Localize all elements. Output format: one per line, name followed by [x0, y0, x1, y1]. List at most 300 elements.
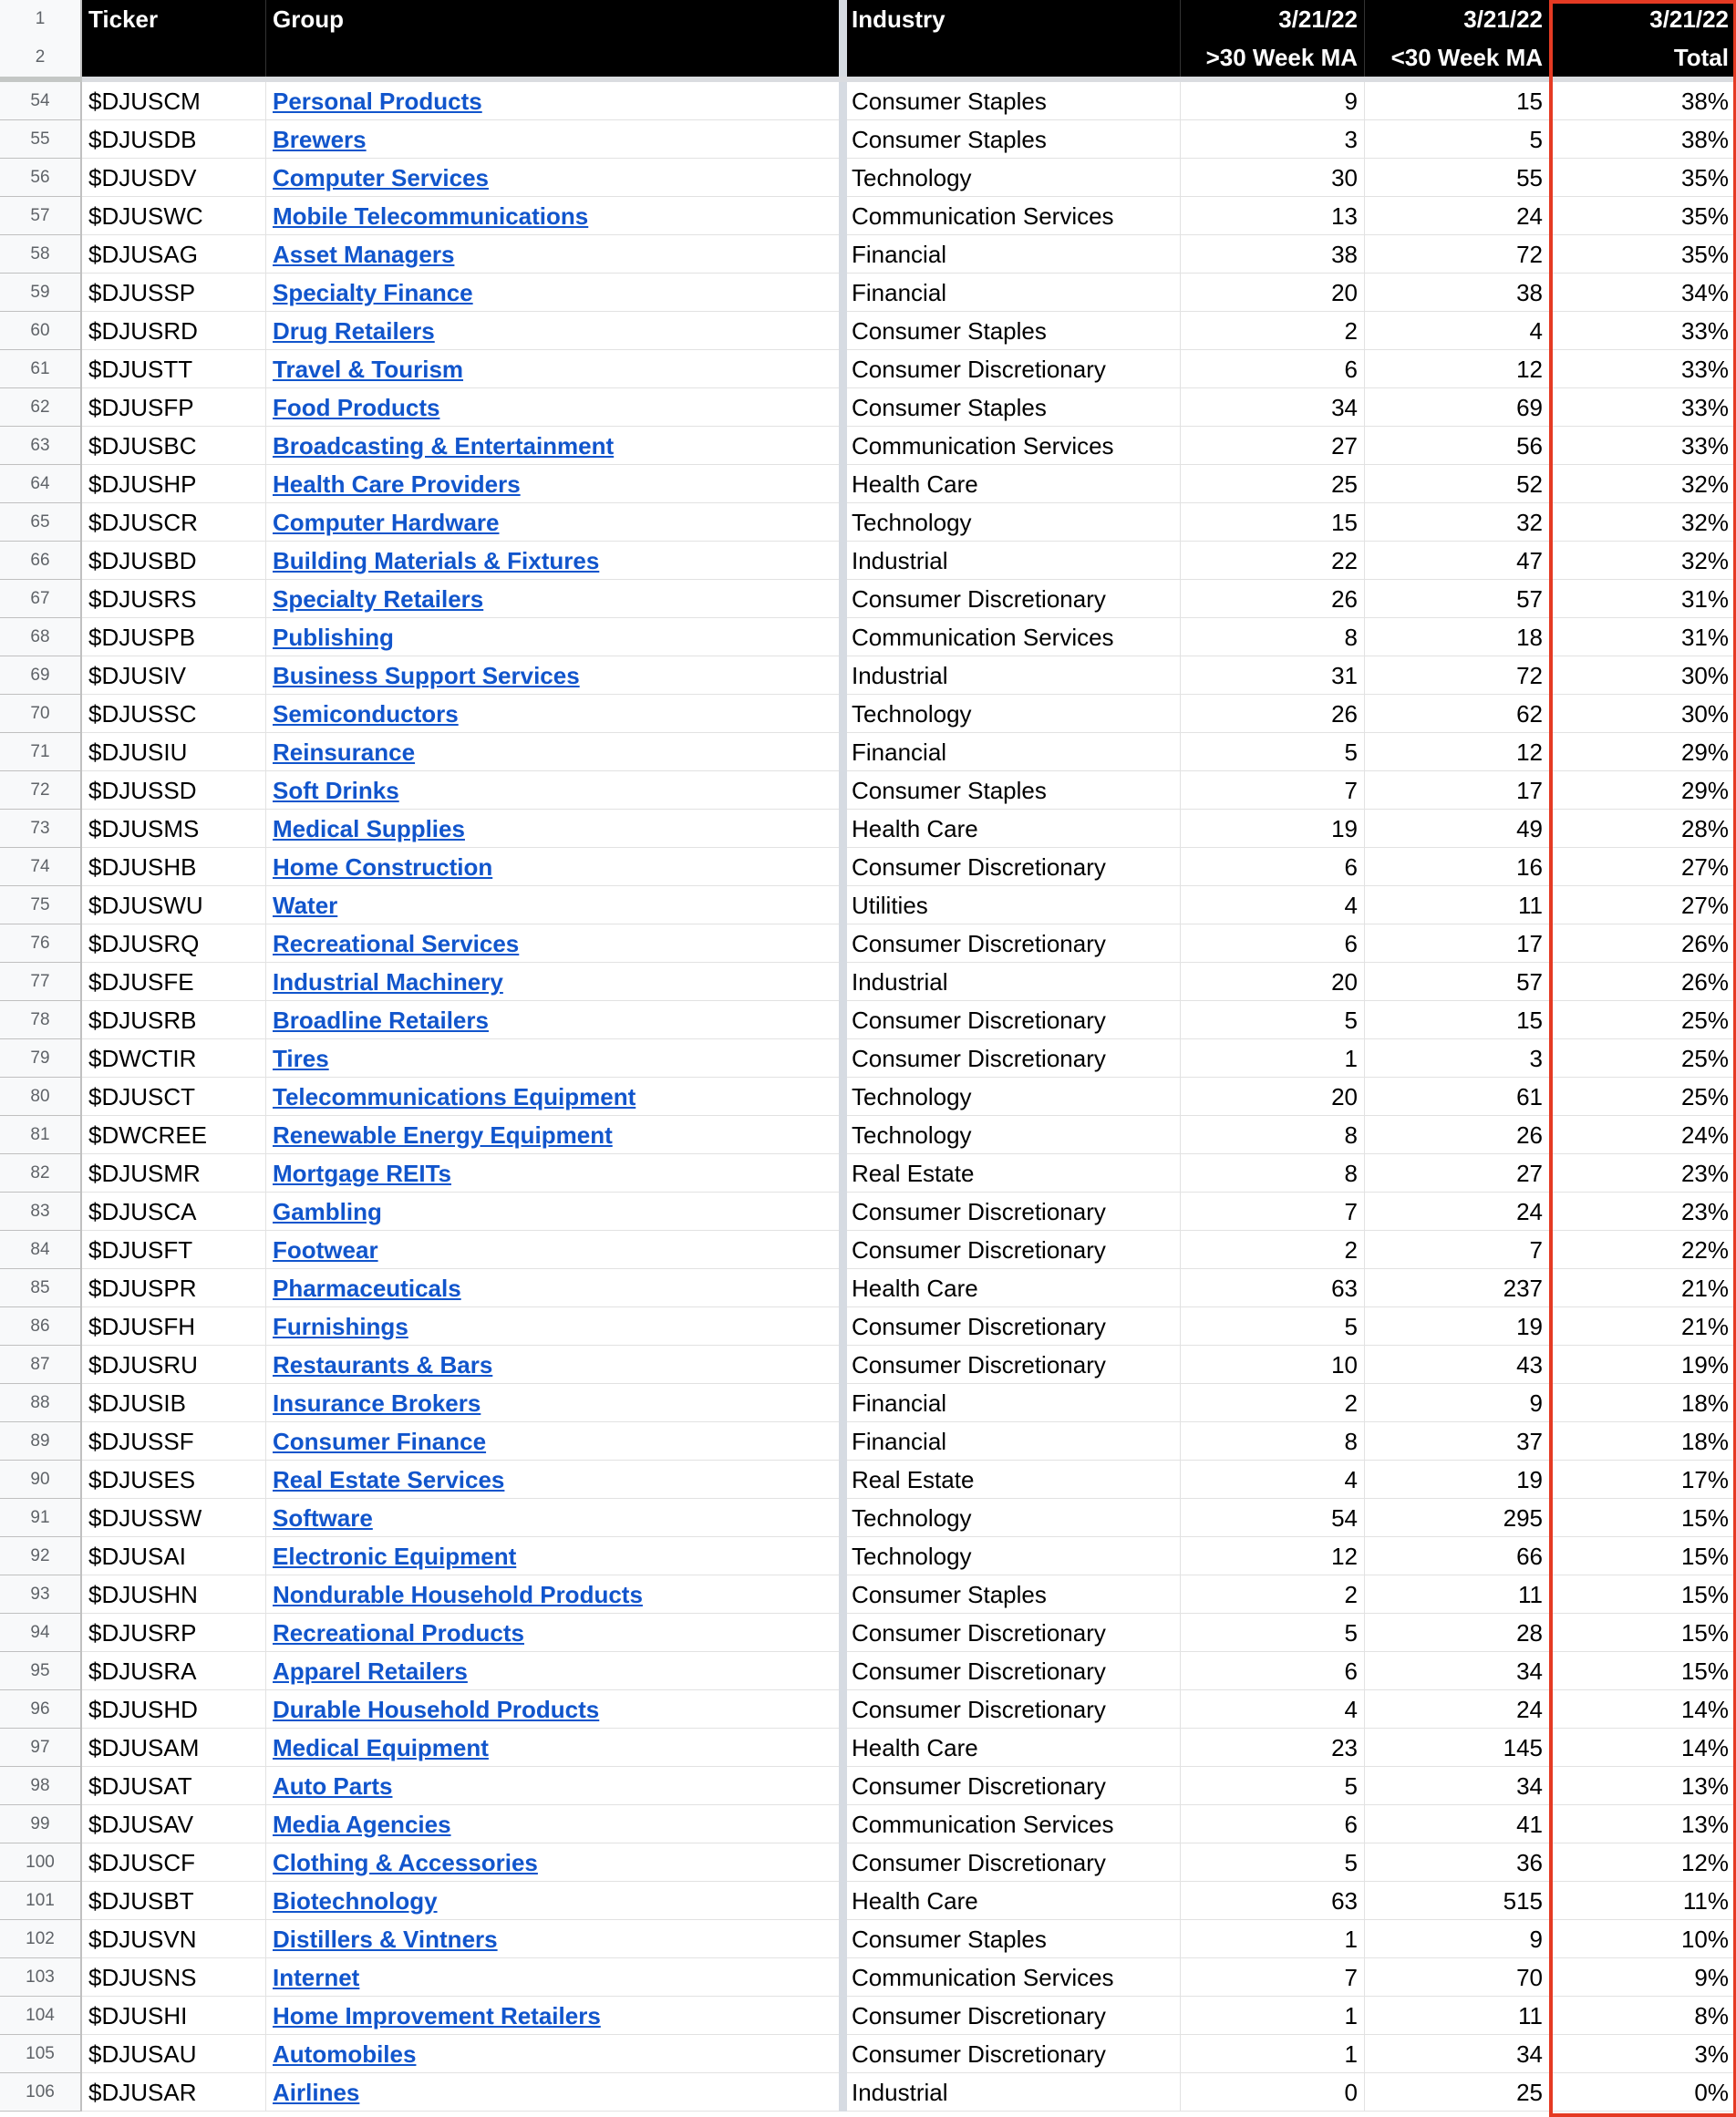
total-pct-cell[interactable]: 25% [1551, 1078, 1735, 1116]
industry-cell[interactable]: Consumer Discretionary [847, 350, 1181, 388]
group-cell[interactable] [266, 542, 839, 580]
below-30wk-ma-cell[interactable]: 237 [1365, 1269, 1549, 1307]
group-link[interactable]: Home Construction [273, 853, 493, 881]
below-30wk-ma-cell[interactable]: 55 [1365, 159, 1549, 197]
row-number[interactable]: 95 [0, 1652, 82, 1690]
below-30wk-ma-cell[interactable]: 16 [1365, 848, 1549, 886]
above-30wk-ma-cell[interactable]: 1 [1181, 1920, 1365, 1958]
below-30wk-ma-cell[interactable]: 25 [1365, 2073, 1549, 2112]
industry-cell[interactable]: Consumer Discretionary [847, 924, 1181, 963]
ticker-cell[interactable]: $DJUSES [82, 1461, 266, 1499]
row-number[interactable]: 69 [0, 656, 82, 695]
group-link[interactable]: Drug Retailers [273, 317, 435, 345]
group-link[interactable]: Brewers [273, 126, 367, 153]
below-30wk-ma-cell[interactable]: 49 [1365, 810, 1549, 848]
industry-cell[interactable]: Communication Services [847, 618, 1181, 656]
row-number[interactable]: 81 [0, 1116, 82, 1154]
total-pct-cell[interactable]: 9% [1551, 1958, 1735, 1997]
group-link[interactable]: Clothing & Accessories [273, 1849, 538, 1876]
row-number[interactable]: 96 [0, 1690, 82, 1729]
group-cell[interactable] [266, 886, 839, 924]
group-link[interactable]: Auto Parts [273, 1772, 393, 1800]
below-30wk-ma-cell[interactable]: 3 [1365, 1039, 1549, 1078]
group-cell[interactable] [266, 350, 839, 388]
below-30wk-ma-cell[interactable]: 15 [1365, 1001, 1549, 1039]
total-pct-cell[interactable]: 12% [1551, 1843, 1735, 1882]
above-30wk-ma-cell[interactable]: 20 [1181, 963, 1365, 1001]
above-30wk-ma-cell[interactable]: 2 [1181, 1231, 1365, 1269]
below-30wk-ma-cell[interactable]: 145 [1365, 1729, 1549, 1767]
group-link[interactable]: Nondurable Household Products [273, 1581, 643, 1608]
row-number[interactable]: 1 [0, 0, 82, 38]
ticker-cell[interactable]: $DJUSCF [82, 1843, 266, 1882]
row-number[interactable]: 54 [0, 82, 82, 120]
group-cell[interactable] [266, 388, 839, 427]
header-industry[interactable]: Industry [847, 0, 1181, 38]
row-number[interactable]: 97 [0, 1729, 82, 1767]
row-number[interactable]: 72 [0, 771, 82, 810]
ticker-cell[interactable]: $DJUSFH [82, 1307, 266, 1346]
above-30wk-ma-cell[interactable]: 30 [1181, 159, 1365, 197]
total-pct-cell[interactable]: 30% [1551, 695, 1735, 733]
total-pct-cell[interactable]: 38% [1551, 120, 1735, 159]
group-link[interactable]: Renewable Energy Equipment [273, 1121, 613, 1149]
ticker-cell[interactable]: $DJUSTT [82, 350, 266, 388]
group-cell[interactable] [266, 1537, 839, 1575]
row-number[interactable]: 67 [0, 580, 82, 618]
group-link[interactable]: Automobiles [273, 2040, 417, 2068]
row-number[interactable]: 91 [0, 1499, 82, 1537]
below-30wk-ma-cell[interactable]: 34 [1365, 2035, 1549, 2073]
total-pct-cell[interactable]: 10% [1551, 1920, 1735, 1958]
group-link[interactable]: Travel & Tourism [273, 356, 464, 383]
above-30wk-ma-cell[interactable]: 5 [1181, 1001, 1365, 1039]
group-link[interactable]: Software [273, 1504, 373, 1532]
total-pct-cell[interactable]: 31% [1551, 580, 1735, 618]
total-pct-cell[interactable]: 27% [1551, 886, 1735, 924]
below-30wk-ma-cell[interactable]: 7 [1365, 1231, 1549, 1269]
industry-cell[interactable]: Consumer Discretionary [847, 580, 1181, 618]
row-number[interactable]: 98 [0, 1767, 82, 1805]
above-30wk-ma-cell[interactable]: 26 [1181, 580, 1365, 618]
ticker-cell[interactable]: $DJUSSD [82, 771, 266, 810]
industry-cell[interactable]: Consumer Staples [847, 312, 1181, 350]
group-cell[interactable] [266, 1384, 839, 1422]
header-ticker[interactable]: Ticker [82, 0, 266, 38]
ticker-cell[interactable]: $DJUSPR [82, 1269, 266, 1307]
above-30wk-ma-cell[interactable]: 54 [1181, 1499, 1365, 1537]
below-30wk-ma-cell[interactable]: 24 [1365, 1690, 1549, 1729]
ticker-cell[interactable]: $DJUSBC [82, 427, 266, 465]
group-cell[interactable] [266, 1575, 839, 1614]
total-pct-cell[interactable]: 14% [1551, 1729, 1735, 1767]
group-link[interactable]: Medical Equipment [273, 1734, 489, 1761]
above-30wk-ma-cell[interactable]: 31 [1181, 656, 1365, 695]
ticker-cell[interactable]: $DJUSAV [82, 1805, 266, 1843]
industry-cell[interactable]: Technology [847, 503, 1181, 542]
total-pct-cell[interactable]: 13% [1551, 1805, 1735, 1843]
above-30wk-ma-cell[interactable]: 38 [1181, 235, 1365, 274]
group-cell[interactable] [266, 656, 839, 695]
row-number[interactable]: 2 [0, 38, 82, 77]
group-cell[interactable] [266, 924, 839, 963]
group-link[interactable]: Soft Drinks [273, 777, 399, 804]
ticker-cell[interactable]: $DJUSAI [82, 1537, 266, 1575]
group-link[interactable]: Building Materials & Fixtures [273, 547, 600, 574]
industry-cell[interactable]: Consumer Discretionary [847, 1652, 1181, 1690]
ticker-cell[interactable]: $DJUSBD [82, 542, 266, 580]
group-link[interactable]: Pharmaceuticals [273, 1275, 461, 1302]
above-30wk-ma-cell[interactable]: 10 [1181, 1346, 1365, 1384]
row-number[interactable]: 104 [0, 1997, 82, 2035]
ticker-cell[interactable]: $DJUSRS [82, 580, 266, 618]
ticker-cell[interactable]: $DJUSAR [82, 2073, 266, 2112]
above-30wk-ma-cell[interactable]: 5 [1181, 733, 1365, 771]
ticker-cell[interactable]: $DJUSFP [82, 388, 266, 427]
total-pct-cell[interactable]: 11% [1551, 1882, 1735, 1920]
group-cell[interactable] [266, 1690, 839, 1729]
industry-cell[interactable]: Industrial [847, 963, 1181, 1001]
below-30wk-ma-cell[interactable]: 24 [1365, 1193, 1549, 1231]
industry-cell[interactable]: Health Care [847, 810, 1181, 848]
row-number[interactable]: 94 [0, 1614, 82, 1652]
row-number[interactable]: 56 [0, 159, 82, 197]
row-number[interactable]: 73 [0, 810, 82, 848]
ticker-cell[interactable]: $DJUSSW [82, 1499, 266, 1537]
ticker-cell[interactable]: $DJUSBT [82, 1882, 266, 1920]
header-total[interactable]: Total [1551, 38, 1735, 77]
industry-cell[interactable]: Health Care [847, 1269, 1181, 1307]
industry-cell[interactable]: Real Estate [847, 1461, 1181, 1499]
ticker-cell[interactable]: $DJUSRD [82, 312, 266, 350]
group-link[interactable]: Water [273, 892, 338, 919]
row-number[interactable]: 80 [0, 1078, 82, 1116]
group-cell[interactable] [266, 1039, 839, 1078]
industry-cell[interactable]: Industrial [847, 656, 1181, 695]
above-30wk-ma-cell[interactable]: 15 [1181, 503, 1365, 542]
above-30wk-ma-cell[interactable]: 6 [1181, 1652, 1365, 1690]
above-30wk-ma-cell[interactable]: 13 [1181, 197, 1365, 235]
above-30wk-ma-cell[interactable]: 9 [1181, 82, 1365, 120]
total-pct-cell[interactable]: 23% [1551, 1154, 1735, 1193]
industry-cell[interactable]: Real Estate [847, 1154, 1181, 1193]
ticker-cell[interactable]: $DJUSSF [82, 1422, 266, 1461]
group-cell[interactable] [266, 197, 839, 235]
ticker-cell[interactable]: $DJUSIU [82, 733, 266, 771]
total-pct-cell[interactable]: 38% [1551, 82, 1735, 120]
above-30wk-ma-cell[interactable]: 63 [1181, 1269, 1365, 1307]
row-number[interactable]: 77 [0, 963, 82, 1001]
above-30wk-ma-cell[interactable]: 8 [1181, 1422, 1365, 1461]
header-above-date[interactable]: 3/21/22 [1181, 0, 1365, 38]
row-number[interactable]: 89 [0, 1422, 82, 1461]
below-30wk-ma-cell[interactable]: 70 [1365, 1958, 1549, 1997]
row-number[interactable]: 85 [0, 1269, 82, 1307]
below-30wk-ma-cell[interactable]: 34 [1365, 1767, 1549, 1805]
industry-cell[interactable]: Consumer Discretionary [847, 1231, 1181, 1269]
industry-cell[interactable]: Health Care [847, 1882, 1181, 1920]
group-cell[interactable] [266, 1116, 839, 1154]
industry-cell[interactable]: Consumer Discretionary [847, 1001, 1181, 1039]
ticker-cell[interactable]: $DWCTIR [82, 1039, 266, 1078]
group-link[interactable]: Gambling [273, 1198, 382, 1225]
group-cell[interactable] [266, 1461, 839, 1499]
total-pct-cell[interactable]: 27% [1551, 848, 1735, 886]
industry-cell[interactable]: Consumer Discretionary [847, 1767, 1181, 1805]
group-link[interactable]: Specialty Finance [273, 279, 473, 306]
row-number[interactable]: 88 [0, 1384, 82, 1422]
total-pct-cell[interactable]: 30% [1551, 656, 1735, 695]
below-30wk-ma-cell[interactable]: 19 [1365, 1307, 1549, 1346]
industry-cell[interactable]: Communication Services [847, 1805, 1181, 1843]
industry-cell[interactable]: Industrial [847, 542, 1181, 580]
group-link[interactable]: Apparel Retailers [273, 1657, 468, 1685]
below-30wk-ma-cell[interactable]: 11 [1365, 886, 1549, 924]
row-number[interactable]: 102 [0, 1920, 82, 1958]
total-pct-cell[interactable]: 15% [1551, 1499, 1735, 1537]
group-link[interactable]: Specialty Retailers [273, 585, 484, 613]
ticker-cell[interactable]: $DJUSRA [82, 1652, 266, 1690]
industry-cell[interactable]: Consumer Staples [847, 82, 1181, 120]
group-cell[interactable] [266, 2073, 839, 2112]
total-pct-cell[interactable]: 33% [1551, 388, 1735, 427]
industry-cell[interactable]: Financial [847, 235, 1181, 274]
ticker-cell[interactable]: $DJUSAU [82, 2035, 266, 2073]
group-cell[interactable] [266, 235, 839, 274]
industry-cell[interactable]: Consumer Discretionary [847, 2035, 1181, 2073]
ticker-cell[interactable]: $DJUSCM [82, 82, 266, 120]
below-30wk-ma-cell[interactable]: 17 [1365, 771, 1549, 810]
group-cell[interactable] [266, 1805, 839, 1843]
above-30wk-ma-cell[interactable]: 6 [1181, 848, 1365, 886]
below-30wk-ma-cell[interactable]: 57 [1365, 580, 1549, 618]
ticker-cell[interactable]: $DJUSWU [82, 886, 266, 924]
ticker-cell[interactable]: $DJUSMS [82, 810, 266, 848]
group-cell[interactable] [266, 1422, 839, 1461]
industry-cell[interactable]: Health Care [847, 1729, 1181, 1767]
row-number[interactable]: 74 [0, 848, 82, 886]
row-number[interactable]: 70 [0, 695, 82, 733]
row-number[interactable]: 106 [0, 2073, 82, 2112]
row-number[interactable]: 103 [0, 1958, 82, 1997]
total-pct-cell[interactable]: 21% [1551, 1307, 1735, 1346]
total-pct-cell[interactable]: 18% [1551, 1422, 1735, 1461]
row-number[interactable]: 58 [0, 235, 82, 274]
total-pct-cell[interactable]: 21% [1551, 1269, 1735, 1307]
below-30wk-ma-cell[interactable]: 47 [1365, 542, 1549, 580]
group-link[interactable]: Real Estate Services [273, 1466, 505, 1493]
group-cell[interactable] [266, 1997, 839, 2035]
ticker-cell[interactable]: $DJUSSP [82, 274, 266, 312]
ticker-cell[interactable]: $DJUSMR [82, 1154, 266, 1193]
header-below-date[interactable]: 3/21/22 [1365, 0, 1549, 38]
group-cell[interactable] [266, 1920, 839, 1958]
row-number[interactable]: 61 [0, 350, 82, 388]
total-pct-cell[interactable]: 22% [1551, 1231, 1735, 1269]
below-30wk-ma-cell[interactable]: 32 [1365, 503, 1549, 542]
row-number[interactable]: 59 [0, 274, 82, 312]
row-number[interactable]: 66 [0, 542, 82, 580]
group-cell[interactable] [266, 1001, 839, 1039]
header-ticker-blank[interactable] [82, 38, 266, 77]
group-link[interactable]: Health Care Providers [273, 470, 521, 498]
total-pct-cell[interactable]: 17% [1551, 1461, 1735, 1499]
below-30wk-ma-cell[interactable]: 62 [1365, 695, 1549, 733]
group-cell[interactable] [266, 1614, 839, 1652]
total-pct-cell[interactable]: 31% [1551, 618, 1735, 656]
total-pct-cell[interactable]: 33% [1551, 350, 1735, 388]
group-link[interactable]: Business Support Services [273, 662, 580, 689]
ticker-cell[interactable]: $DJUSCT [82, 1078, 266, 1116]
above-30wk-ma-cell[interactable]: 6 [1181, 1805, 1365, 1843]
below-30wk-ma-cell[interactable]: 26 [1365, 1116, 1549, 1154]
group-link[interactable]: Durable Household Products [273, 1696, 600, 1723]
above-30wk-ma-cell[interactable]: 1 [1181, 1039, 1365, 1078]
industry-cell[interactable]: Industrial [847, 2073, 1181, 2112]
below-30wk-ma-cell[interactable]: 28 [1365, 1614, 1549, 1652]
group-cell[interactable] [266, 1269, 839, 1307]
group-cell[interactable] [266, 1652, 839, 1690]
above-30wk-ma-cell[interactable]: 27 [1181, 427, 1365, 465]
industry-cell[interactable]: Technology [847, 1537, 1181, 1575]
group-link[interactable]: Mortgage REITs [273, 1160, 451, 1187]
below-30wk-ma-cell[interactable]: 18 [1365, 618, 1549, 656]
total-pct-cell[interactable]: 8% [1551, 1997, 1735, 2035]
industry-cell[interactable]: Technology [847, 1078, 1181, 1116]
group-link[interactable]: Restaurants & Bars [273, 1351, 493, 1379]
group-link[interactable]: Footwear [273, 1236, 378, 1264]
below-30wk-ma-cell[interactable]: 24 [1365, 197, 1549, 235]
industry-cell[interactable]: Consumer Discretionary [847, 1614, 1181, 1652]
group-cell[interactable] [266, 465, 839, 503]
above-30wk-ma-cell[interactable]: 7 [1181, 1193, 1365, 1231]
industry-cell[interactable]: Technology [847, 159, 1181, 197]
above-30wk-ma-cell[interactable]: 1 [1181, 2035, 1365, 2073]
ticker-cell[interactable]: $DJUSAM [82, 1729, 266, 1767]
group-link[interactable]: Airlines [273, 2079, 360, 2106]
above-30wk-ma-cell[interactable]: 6 [1181, 924, 1365, 963]
row-number[interactable]: 105 [0, 2035, 82, 2073]
group-cell[interactable] [266, 2035, 839, 2073]
total-pct-cell[interactable]: 25% [1551, 1039, 1735, 1078]
total-pct-cell[interactable]: 32% [1551, 503, 1735, 542]
group-cell[interactable] [266, 1154, 839, 1193]
below-30wk-ma-cell[interactable]: 41 [1365, 1805, 1549, 1843]
group-link[interactable]: Personal Products [273, 88, 482, 115]
total-pct-cell[interactable]: 33% [1551, 427, 1735, 465]
row-number[interactable]: 76 [0, 924, 82, 963]
total-pct-cell[interactable]: 32% [1551, 465, 1735, 503]
below-30wk-ma-cell[interactable]: 38 [1365, 274, 1549, 312]
group-link[interactable]: Computer Hardware [273, 509, 500, 536]
group-cell[interactable] [266, 1882, 839, 1920]
below-30wk-ma-cell[interactable]: 34 [1365, 1652, 1549, 1690]
header-total-date[interactable]: 3/21/22 [1551, 0, 1735, 38]
above-30wk-ma-cell[interactable]: 25 [1181, 465, 1365, 503]
below-30wk-ma-cell[interactable]: 72 [1365, 656, 1549, 695]
row-number[interactable]: 78 [0, 1001, 82, 1039]
ticker-cell[interactable]: $DJUSCA [82, 1193, 266, 1231]
group-link[interactable]: Furnishings [273, 1313, 408, 1340]
group-cell[interactable] [266, 1729, 839, 1767]
total-pct-cell[interactable]: 35% [1551, 235, 1735, 274]
group-link[interactable]: Broadline Retailers [273, 1007, 489, 1034]
total-pct-cell[interactable]: 32% [1551, 542, 1735, 580]
industry-cell[interactable]: Financial [847, 733, 1181, 771]
total-pct-cell[interactable]: 14% [1551, 1690, 1735, 1729]
total-pct-cell[interactable]: 35% [1551, 197, 1735, 235]
above-30wk-ma-cell[interactable]: 5 [1181, 1767, 1365, 1805]
total-pct-cell[interactable]: 26% [1551, 924, 1735, 963]
group-cell[interactable] [266, 1843, 839, 1882]
row-number[interactable]: 92 [0, 1537, 82, 1575]
total-pct-cell[interactable]: 24% [1551, 1116, 1735, 1154]
below-30wk-ma-cell[interactable]: 9 [1365, 1384, 1549, 1422]
above-30wk-ma-cell[interactable]: 4 [1181, 1461, 1365, 1499]
below-30wk-ma-cell[interactable]: 295 [1365, 1499, 1549, 1537]
above-30wk-ma-cell[interactable]: 63 [1181, 1882, 1365, 1920]
group-link[interactable]: Publishing [273, 624, 394, 651]
above-30wk-ma-cell[interactable]: 8 [1181, 618, 1365, 656]
total-pct-cell[interactable]: 25% [1551, 1001, 1735, 1039]
total-pct-cell[interactable]: 19% [1551, 1346, 1735, 1384]
ticker-cell[interactable]: $DJUSWC [82, 197, 266, 235]
ticker-cell[interactable]: $DJUSFT [82, 1231, 266, 1269]
above-30wk-ma-cell[interactable]: 5 [1181, 1307, 1365, 1346]
below-30wk-ma-cell[interactable]: 12 [1365, 350, 1549, 388]
above-30wk-ma-cell[interactable]: 4 [1181, 1690, 1365, 1729]
group-cell[interactable] [266, 695, 839, 733]
group-cell[interactable] [266, 1767, 839, 1805]
group-link[interactable]: Insurance Brokers [273, 1389, 481, 1417]
total-pct-cell[interactable]: 15% [1551, 1614, 1735, 1652]
below-30wk-ma-cell[interactable]: 72 [1365, 235, 1549, 274]
group-link[interactable]: Broadcasting & Entertainment [273, 432, 615, 460]
ticker-cell[interactable]: $DJUSHB [82, 848, 266, 886]
ticker-cell[interactable]: $DJUSDV [82, 159, 266, 197]
row-number[interactable]: 57 [0, 197, 82, 235]
below-30wk-ma-cell[interactable]: 43 [1365, 1346, 1549, 1384]
industry-cell[interactable]: Utilities [847, 886, 1181, 924]
group-cell[interactable] [266, 733, 839, 771]
total-pct-cell[interactable]: 15% [1551, 1652, 1735, 1690]
group-link[interactable]: Tires [273, 1045, 329, 1072]
group-cell[interactable] [266, 1958, 839, 1997]
group-link[interactable]: Electronic Equipment [273, 1543, 517, 1570]
industry-cell[interactable]: Consumer Staples [847, 388, 1181, 427]
above-30wk-ma-cell[interactable]: 8 [1181, 1116, 1365, 1154]
below-30wk-ma-cell[interactable]: 4 [1365, 312, 1549, 350]
above-30wk-ma-cell[interactable]: 26 [1181, 695, 1365, 733]
above-30wk-ma-cell[interactable]: 23 [1181, 1729, 1365, 1767]
below-30wk-ma-cell[interactable]: 57 [1365, 963, 1549, 1001]
below-30wk-ma-cell[interactable]: 11 [1365, 1575, 1549, 1614]
row-number[interactable]: 100 [0, 1843, 82, 1882]
group-link[interactable]: Home Improvement Retailers [273, 2002, 601, 2029]
group-cell[interactable] [266, 1307, 839, 1346]
industry-cell[interactable]: Consumer Staples [847, 1575, 1181, 1614]
group-cell[interactable] [266, 312, 839, 350]
industry-cell[interactable]: Communication Services [847, 197, 1181, 235]
group-cell[interactable] [266, 82, 839, 120]
ticker-cell[interactable]: $DJUSHI [82, 1997, 266, 2035]
header-industry-blank[interactable] [847, 38, 1181, 77]
group-cell[interactable] [266, 1231, 839, 1269]
industry-cell[interactable]: Financial [847, 1422, 1181, 1461]
industry-cell[interactable]: Consumer Discretionary [847, 1346, 1181, 1384]
group-cell[interactable] [266, 963, 839, 1001]
above-30wk-ma-cell[interactable]: 22 [1181, 542, 1365, 580]
